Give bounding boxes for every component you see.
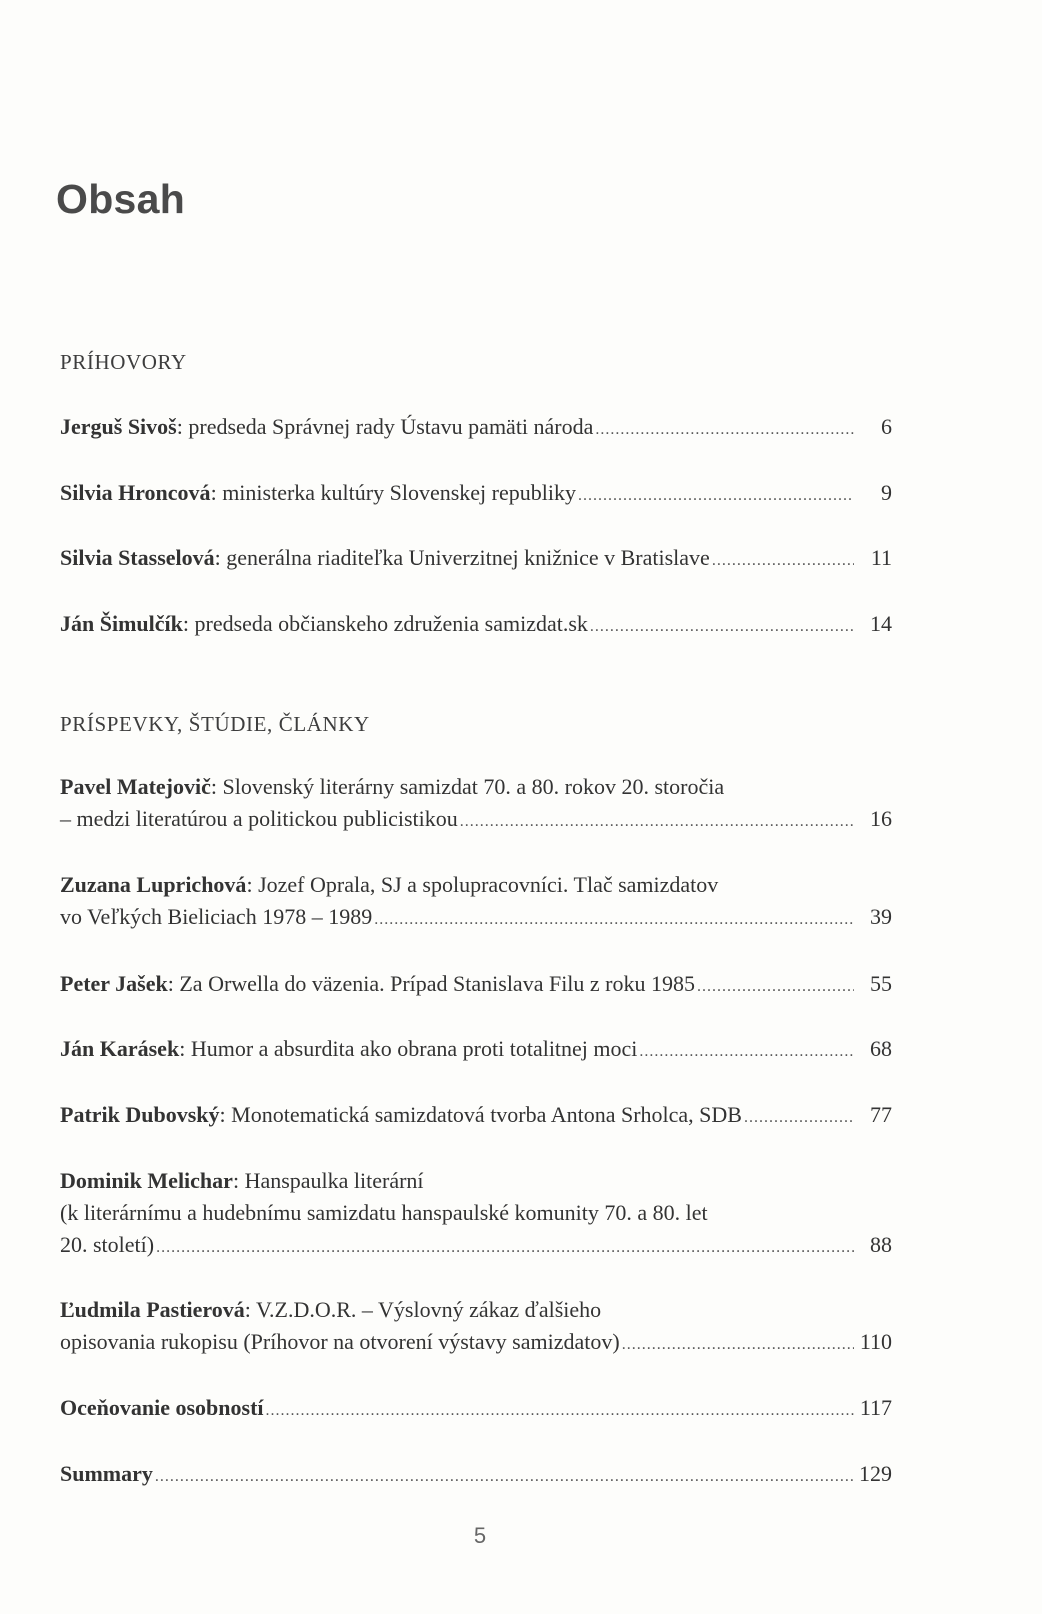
leader-dots [155,1461,853,1493]
leader-dots [374,904,854,936]
entry-page: 117 [859,1395,892,1420]
leader-dots [639,1036,854,1068]
entry-title-cont: (k literárnímu a hudebnímu samizdatu hanspaulské komunity 70. a 80. let [60,1200,708,1225]
entry-author: Silvia Stasselová [60,545,215,570]
entry-title: predseda Správnej rady Ústavu pamäti národa [188,414,594,439]
page-number: 5 [473,1523,487,1548]
entry-author: Patrik Dubovský [60,1102,220,1127]
entry-title-cont: vo Veľkých Bieliciach 1978 – 1989 [60,904,373,929]
entry-author: Jerguš Sivoš [60,414,177,439]
toc-entry[interactable] [60,1392,892,1427]
leader-dots [744,1102,854,1134]
entry-page: 11 [870,545,892,570]
leader-dots [156,1232,854,1264]
entry-title-cont: – medzi literatúrou a politickou publicistikou [60,806,458,831]
entry-title: Slovenský literárny samizdat 70. a 80. rokov 20. storočia [222,774,725,799]
toc-entry[interactable]: Zuzana Luprichová: Jozef Oprala, SJ a spolupracovníci. Tlač samizdatov vo Veľkých Bieliciach 1978 – 1989 ..... 39 [60,869,892,936]
toc-entry[interactable]: Dominik Melichar: Hanspaulka literární (k literárnímu a hudebnímu samizdatu hanspaulské komunity 70. a 80. let 20. století) ..... 88 [60,1165,892,1264]
entry-author: Silvia Hroncová [60,480,211,505]
entry-page: 68 [870,1036,892,1061]
toc-entry[interactable]: Patrik Dubovský: Monotematická samizdatová tvorba Antona Srholca, SDB ..... 77 [60,1099,892,1134]
toc-entry[interactable]: Ján Šimulčík: predseda občianskeho združenia samizdat.sk ..... 14 [60,608,892,643]
entry-author: Ľudmila Pastierová [60,1297,245,1322]
entry-page: 6 [881,414,892,439]
entry-author: Dominik Melichar [60,1168,233,1193]
section-heading-prihovory: PRÍHOVORY [60,350,187,374]
entry-title: Humor a absurdita ako obrana proti totalitnej moci [190,1036,638,1061]
entry-title: V.Z.D.O.R. – Výslovný zákaz ďalšieho [255,1297,602,1322]
entry-author: Pavel Matejovič [60,774,211,799]
toc-entry[interactable]: Pavel Matejovič: Slovenský literárny samizdat 70. a 80. rokov 20. storočia – medzi literatúrou a politickou publicistikou ..... 16 [60,771,892,838]
toc-entry[interactable]: Jerguš Sivoš: predseda Správnej rady Ústavu pamäti národa ..... 6 [60,411,892,446]
leader-dots [622,1329,854,1361]
toc-entry[interactable]: Peter Jašek: Za Orwella do väzenia. Prípad Stanislava Filu z roku 1985 ..... 55 [60,968,892,1003]
entry-page: 77 [870,1102,892,1127]
leader-dots [712,545,854,577]
page-title: Obsah [56,176,186,222]
entry-page: 39 [870,904,892,929]
entry-page: 110 [859,1329,892,1354]
entry-page: 88 [870,1232,892,1257]
toc-entry[interactable]: Ľudmila Pastierová: V.Z.D.O.R. – Výslovný zákaz ďalšieho opisovania rukopisu (Príhovor na otvorení výstavy samizdatov) ..... 110 [60,1294,892,1361]
entry-author: Peter Jašek [60,971,168,996]
leader-dots [460,806,854,838]
entry-author: Zuzana Luprichová [60,872,247,897]
entry-title: Za Orwella do väzenia. Prípad Stanislava Filu z roku 1985 [179,971,696,996]
leader-dots [590,611,854,643]
entry-page: 9 [881,480,892,505]
toc-entry[interactable]: Ján Karásek: Humor a absurdita ako obrana proti totalitnej moci ..... 68 [60,1033,892,1068]
entry-title-cont: 20. století) [60,1232,155,1257]
entry-page: 14 [870,611,892,636]
entry-author: Ján Karásek [60,1036,180,1061]
entry-page: 129 [859,1461,892,1486]
leader-dots [578,480,854,512]
toc-entry[interactable] [60,1458,892,1493]
entry-title: generálna riaditeľka Univerzitnej knižnice v Bratislave [226,545,710,570]
entry-title-cont: opisovania rukopisu (Príhovor na otvorení výstavy samizdatov) [60,1329,620,1354]
toc-entry[interactable]: Silvia Stasselová: generálna riaditeľka Univerzitnej knižnice v Bratislave ..... 11 [60,542,892,577]
entry-title: ministerka kultúry Slovenskej republiky [222,480,576,505]
toc-entry[interactable]: Silvia Hroncová: ministerka kultúry Slovenskej republiky ..... 9 [60,477,892,512]
leader-dots [266,1395,854,1427]
section-heading-prispevky: PRÍSPEVKY, ŠTÚDIE, ČLÁNKY [60,712,370,736]
entry-title: Monotematická samizdatová tvorba Antona Srholca, SDB [231,1102,742,1127]
entry-title: Hanspaulka literární [244,1168,424,1193]
entry-author: Ján Šimulčík [60,611,183,636]
entry-page: 55 [870,971,892,996]
leader-dots [697,971,854,1003]
entry-author: Oceňovanie osobností [60,1395,264,1420]
leader-dots [595,414,854,446]
entry-author: Summary [60,1461,153,1486]
entry-title: predseda občianskeho združenia samizdat.sk [194,611,588,636]
entry-page: 16 [870,806,892,831]
entry-title: Jozef Oprala, SJ a spolupracovníci. Tlač samizdatov [258,872,719,897]
